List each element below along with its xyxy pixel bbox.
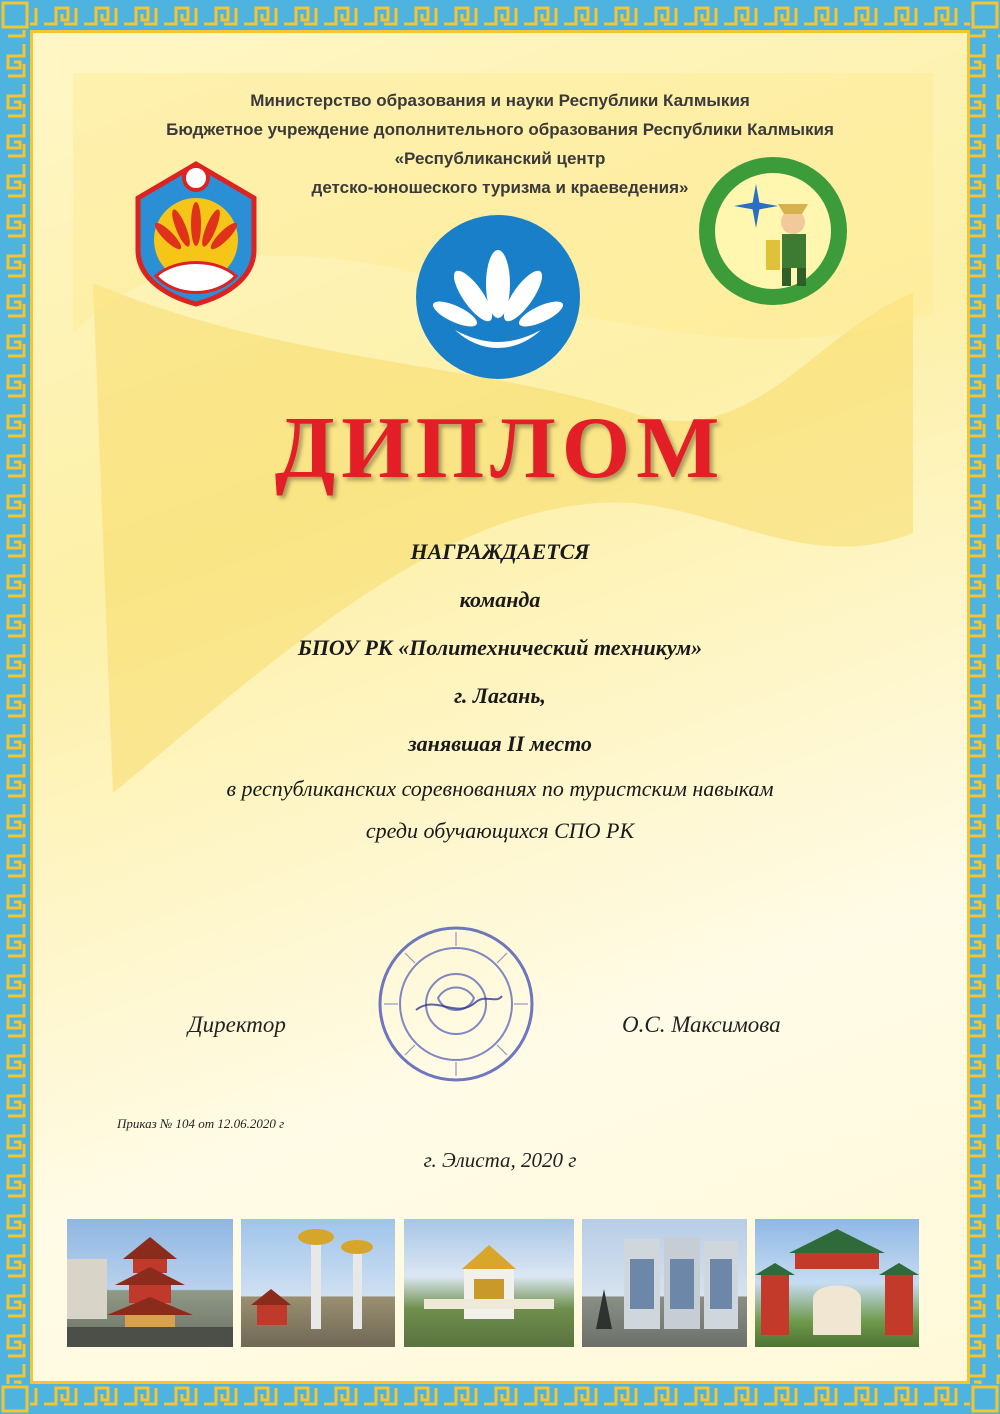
header-line-3: «Республиканский центр xyxy=(394,149,606,168)
photo-exodus-monument xyxy=(582,1219,747,1347)
photo-pagoda xyxy=(67,1219,233,1347)
pagoda-image xyxy=(67,1219,233,1347)
award-line-competition: в республиканских соревнованиях по туристским навыкам xyxy=(226,776,774,801)
award-line-team: команда xyxy=(459,587,541,612)
photo-golden-gate xyxy=(755,1219,919,1347)
diploma-title: ДИПЛОМ xyxy=(274,400,726,497)
order-reference: Приказ № 104 от 12.06.2020 г xyxy=(117,1116,285,1131)
header-line-4: детско-юношеского туризма и краеведения» xyxy=(311,178,689,197)
award-line-place: занявшая II место xyxy=(408,731,592,756)
lotus-emblem-icon xyxy=(415,214,581,380)
tourism-center-emblem-icon xyxy=(698,156,848,306)
signatory-role: Директор xyxy=(188,1012,286,1037)
monument-image xyxy=(241,1219,395,1347)
photo-lotus-monument xyxy=(241,1219,395,1347)
photo-golden-temple xyxy=(404,1219,574,1347)
golden-gate-image xyxy=(755,1219,919,1347)
header-line-1: Министерство образования и науки Республики Калмыкия xyxy=(250,91,750,110)
official-stamp-icon xyxy=(376,924,536,1084)
award-line-participants: среди обучающихся СПО РК xyxy=(365,818,635,843)
award-text xyxy=(120,528,880,852)
signatory-name: О.С. Максимова xyxy=(622,1012,781,1037)
place-date: г. Элиста, 2020 г xyxy=(423,1148,577,1172)
exodus-monument-image xyxy=(582,1219,747,1347)
award-line-institution: БПОУ РК «Политехнический техникум» xyxy=(297,635,703,660)
temple-image xyxy=(404,1219,574,1347)
header-line-2: Бюджетное учреждение дополнительного образования Республики Калмыкия xyxy=(166,120,834,139)
award-line-awarded: НАГРАЖДАЕТСЯ xyxy=(410,539,590,564)
kalmykia-coat-of-arms-icon xyxy=(126,158,266,310)
award-line-city: г. Лагань, xyxy=(454,683,546,708)
